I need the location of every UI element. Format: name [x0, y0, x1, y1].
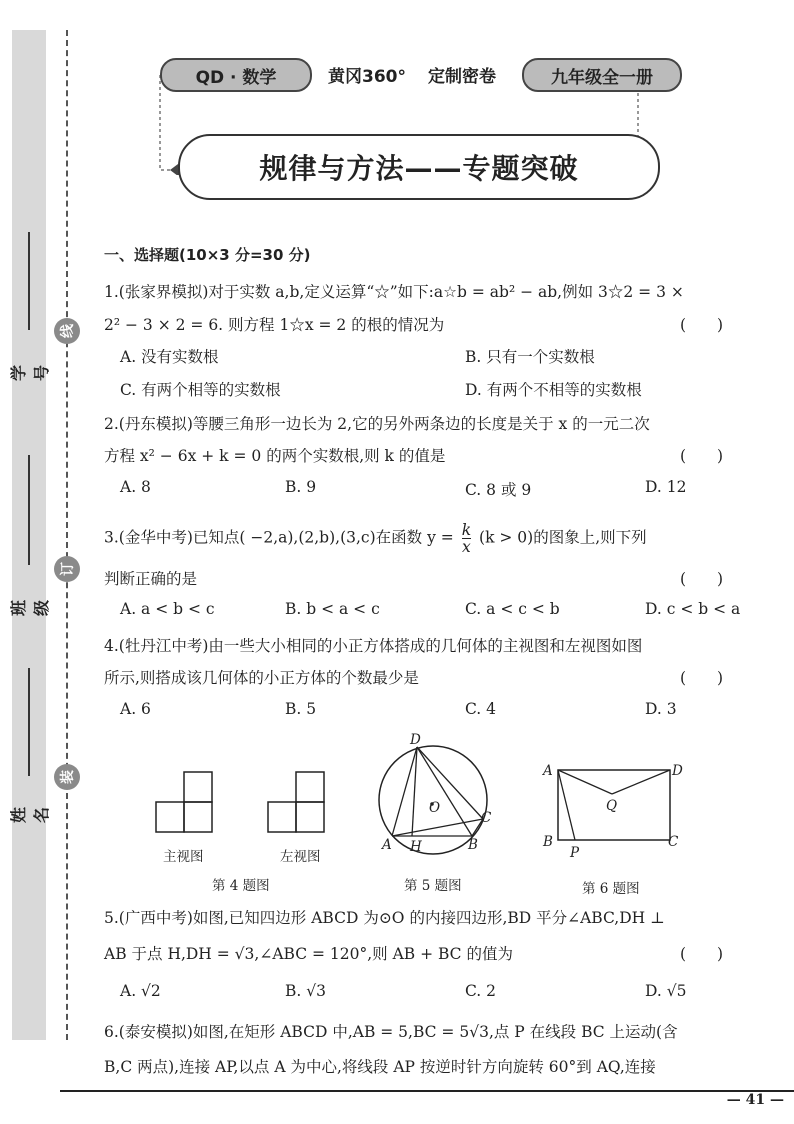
q4-option-c[interactable]: C. 4	[465, 700, 497, 718]
fig6-label-c: C	[668, 834, 679, 850]
q5-option-a[interactable]: A. √2	[120, 982, 161, 1000]
q3-option-a[interactable]: A. a < b < c	[120, 600, 215, 618]
grade-badge: 九年级全一册	[522, 58, 682, 92]
seal-pack: 装	[54, 764, 80, 790]
q3-option-b[interactable]: B. b < a < c	[285, 600, 380, 618]
q2-option-c[interactable]: C. 8 或 9	[465, 481, 532, 499]
subject-badge: QD · 数学	[160, 58, 312, 92]
q3-line1	[104, 522, 647, 555]
figure-5-caption: 第 5 题图	[404, 878, 462, 894]
page-number: — 41 —	[726, 1092, 784, 1108]
q3-fraction	[462, 522, 471, 555]
q3-option-d[interactable]: D. c < b < a	[645, 600, 741, 618]
figure-4-caption: 第 4 题图	[212, 878, 270, 894]
fig6-label-q: Q	[606, 798, 618, 814]
q5-answer-bracket[interactable]: ( )	[680, 945, 724, 963]
q5-option-d[interactable]: D. √5	[645, 982, 687, 1000]
left-view-label: 左视图	[280, 849, 321, 865]
class-label: 班级	[9, 600, 51, 617]
fig5-label-c: C	[481, 810, 492, 826]
fig6-label-d: D	[672, 763, 683, 779]
q6-line2: B,C 两点),连接 AP,以点 A 为中心,将线段 AP 按逆时针方向旋转 60°到 AQ,连接	[104, 1058, 656, 1076]
q3-option-c[interactable]: C. a < c < b	[465, 600, 560, 618]
q6-line1: 6.(泰安模拟)如图,在矩形 ABCD 中,AB = 5,BC = 5√3,点 P 在线段 BC 上运动(含	[104, 1023, 678, 1041]
fig6-label-p: P	[570, 845, 580, 861]
q3-answer-bracket[interactable]: ( )	[680, 570, 724, 588]
q5-option-b[interactable]: B. √3	[285, 982, 326, 1000]
q2-line2: 方程 x² − 6x + k = 0 的两个实数根,则 k 的值是	[104, 447, 446, 465]
q1-option-d[interactable]: D. 有两个不相等的实数根	[465, 381, 642, 399]
left-view-figure	[262, 770, 342, 840]
fig5-label-d: D	[410, 732, 421, 748]
q2-line1: 2.(丹东模拟)等腰三角形一边长为 2,它的另外两条边的长度是关于 x 的一元二次	[104, 415, 650, 433]
q1-line2: 2² − 3 × 2 = 6. 则方程 1☆x = 2 的根的情况为	[104, 316, 445, 334]
q1-option-c[interactable]: C. 有两个相等的实数根	[120, 381, 281, 399]
q1-answer-bracket[interactable]: ( )	[680, 316, 724, 334]
q4-answer-bracket[interactable]: ( )	[680, 669, 724, 687]
q3-fraction-den: x	[462, 538, 471, 556]
q3-fraction-num: k	[461, 521, 472, 539]
q3-line1-b: (k > 0)的图象上,则下列	[479, 528, 647, 547]
q2-option-a[interactable]: A. 8	[120, 478, 151, 496]
seal-bind: 订	[54, 556, 80, 582]
class-line	[28, 455, 30, 565]
fig5-label-b: B	[468, 837, 478, 853]
student-no-line	[28, 232, 30, 330]
q1-option-b[interactable]: B. 只有一个实数根	[465, 348, 595, 366]
q1-option-a[interactable]: A. 没有实数根	[120, 348, 219, 366]
product-text: 定制密卷	[428, 67, 496, 87]
brand-text: 黄冈360°	[328, 67, 406, 87]
q5-option-c[interactable]: C. 2	[465, 982, 497, 1000]
q4-option-b[interactable]: B. 5	[285, 700, 317, 718]
name-line	[28, 668, 30, 776]
title-banner	[178, 134, 660, 200]
q4-line2: 所示,则搭成该几何体的小正方体的个数最少是	[104, 669, 419, 687]
q2-option-b[interactable]: B. 9	[285, 478, 317, 496]
fig6-label-a: A	[543, 763, 553, 779]
q2-option-d[interactable]: D. 12	[645, 478, 687, 496]
page-title: 规律与方法——专题突破	[259, 152, 579, 185]
q5-line1: 5.(广西中考)如图,已知四边形 ABCD 为⊙O 的内接四边形,BD 平分∠ABC,DH ⊥	[104, 909, 665, 927]
front-view-figure	[150, 770, 230, 840]
front-view-label: 主视图	[163, 849, 204, 865]
footer-divider	[60, 1090, 794, 1092]
q4-line1: 4.(牡丹江中考)由一些大小相同的小正方体搭成的几何体的主视图和左视图如图	[104, 637, 643, 655]
fig5-label-a: A	[382, 837, 392, 853]
q4-option-d[interactable]: D. 3	[645, 700, 677, 718]
section-heading: 一、选择题(10×3 分=30 分)	[104, 246, 311, 264]
q2-answer-bracket[interactable]: ( )	[680, 447, 724, 465]
q4-option-a[interactable]: A. 6	[120, 700, 151, 718]
header-strip	[160, 58, 700, 90]
fig5-label-o: O	[429, 800, 441, 816]
q3-line1-a: 3.(金华中考)已知点( −2,a),(2,b),(3,c)在函数 y =	[104, 528, 454, 547]
q5-line2: AB 于点 H,DH = √3,∠ABC = 120°,则 AB + BC 的值为	[104, 945, 513, 963]
q3-line2: 判断正确的是	[104, 570, 198, 588]
cut-line	[66, 30, 68, 1040]
student-no-label: 学号	[9, 365, 51, 382]
name-label: 姓名	[9, 807, 51, 824]
fig5-label-h: H	[410, 839, 422, 855]
seal-line: 线	[54, 318, 80, 344]
fig6-label-b: B	[543, 834, 553, 850]
figure-6-caption: 第 6 题图	[582, 881, 640, 897]
q1-line1: 1.(张家界模拟)对于实数 a,b,定义运算“☆”如下:a☆b = ab² − ab,例如 3☆2 = 3 ×	[104, 283, 684, 301]
